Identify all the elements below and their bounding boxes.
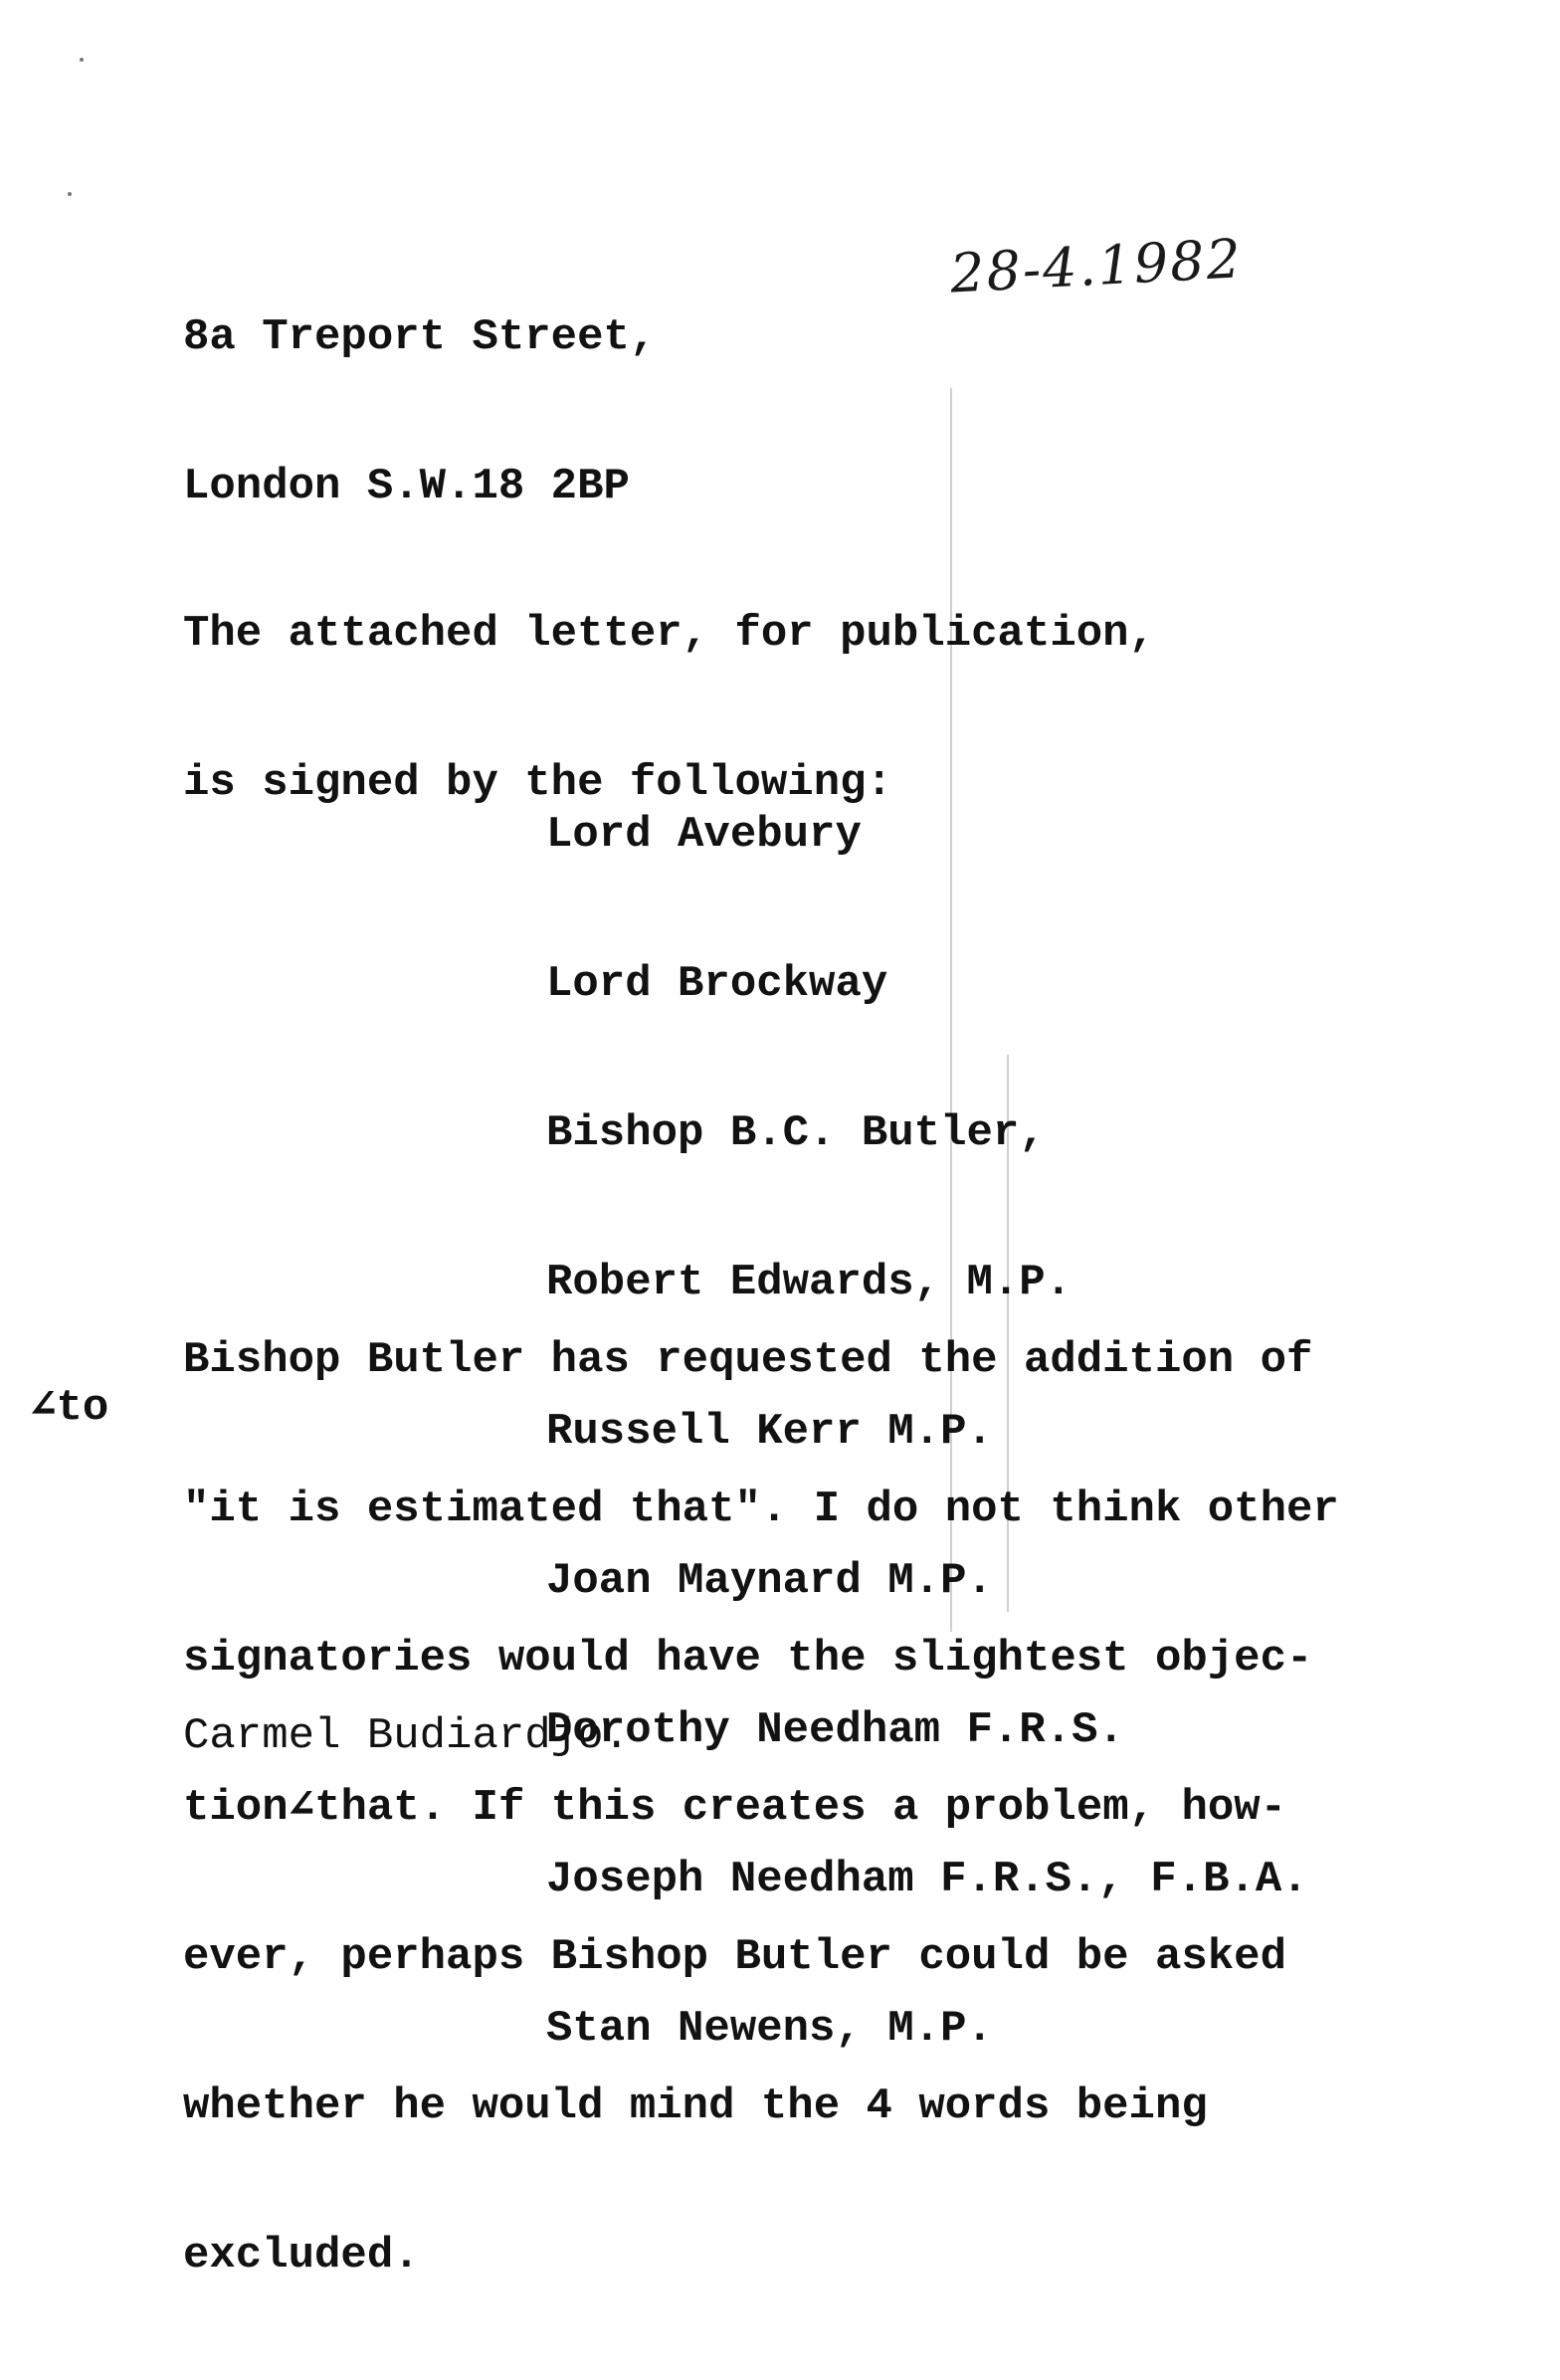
- signatory-name: Joseph Needham F.R.S., F.B.A.: [546, 1855, 1308, 1904]
- signatory-name: Stan Newens, M.P.: [546, 2004, 993, 2054]
- sender-signature: Carmel Budiardjo.: [183, 1711, 630, 1761]
- signatory-name: Dorothy Needham F.R.S.: [546, 1705, 1124, 1755]
- body-line: ever, perhaps Bishop Butler could be asked: [183, 1932, 1286, 1982]
- signatory-name: Bishop B.C. Butler,: [546, 1108, 1046, 1158]
- address-line-city: London S.W.18 2BP: [183, 462, 630, 511]
- body-paragraph: [183, 1236, 1339, 2380]
- signatory-name: Lord Brockway: [546, 959, 888, 1009]
- signatory-name: Lord Avebury: [546, 810, 862, 860]
- address-line-street: 8a Treport Street,: [183, 312, 657, 362]
- margin-insertion-note: ∠to: [30, 1383, 109, 1433]
- body-line: tion∠that. If this creates a problem, how-: [183, 1783, 1287, 1833]
- body-line: Bishop Butler has requested the addition of: [183, 1335, 1313, 1385]
- intro-line: The attached letter, for publication,: [183, 609, 1155, 659]
- body-line: "it is estimated that". I do not think other: [183, 1485, 1339, 1534]
- paper-speck: [80, 58, 84, 62]
- paper-speck: [68, 192, 72, 196]
- body-line: signatories would have the slightest objec-: [183, 1634, 1313, 1684]
- body-line: excluded.: [183, 2231, 420, 2281]
- signatory-name: Robert Edwards, M.P.: [546, 1258, 1072, 1307]
- intro-line: is signed by the following:: [183, 758, 892, 808]
- handwritten-date: 28-4.1982: [948, 227, 1245, 305]
- body-line: whether he would mind the 4 words being: [183, 2082, 1208, 2131]
- signatory-name: Joan Maynard M.P.: [546, 1556, 993, 1606]
- signatory-name: Russell Kerr M.P.: [546, 1407, 993, 1457]
